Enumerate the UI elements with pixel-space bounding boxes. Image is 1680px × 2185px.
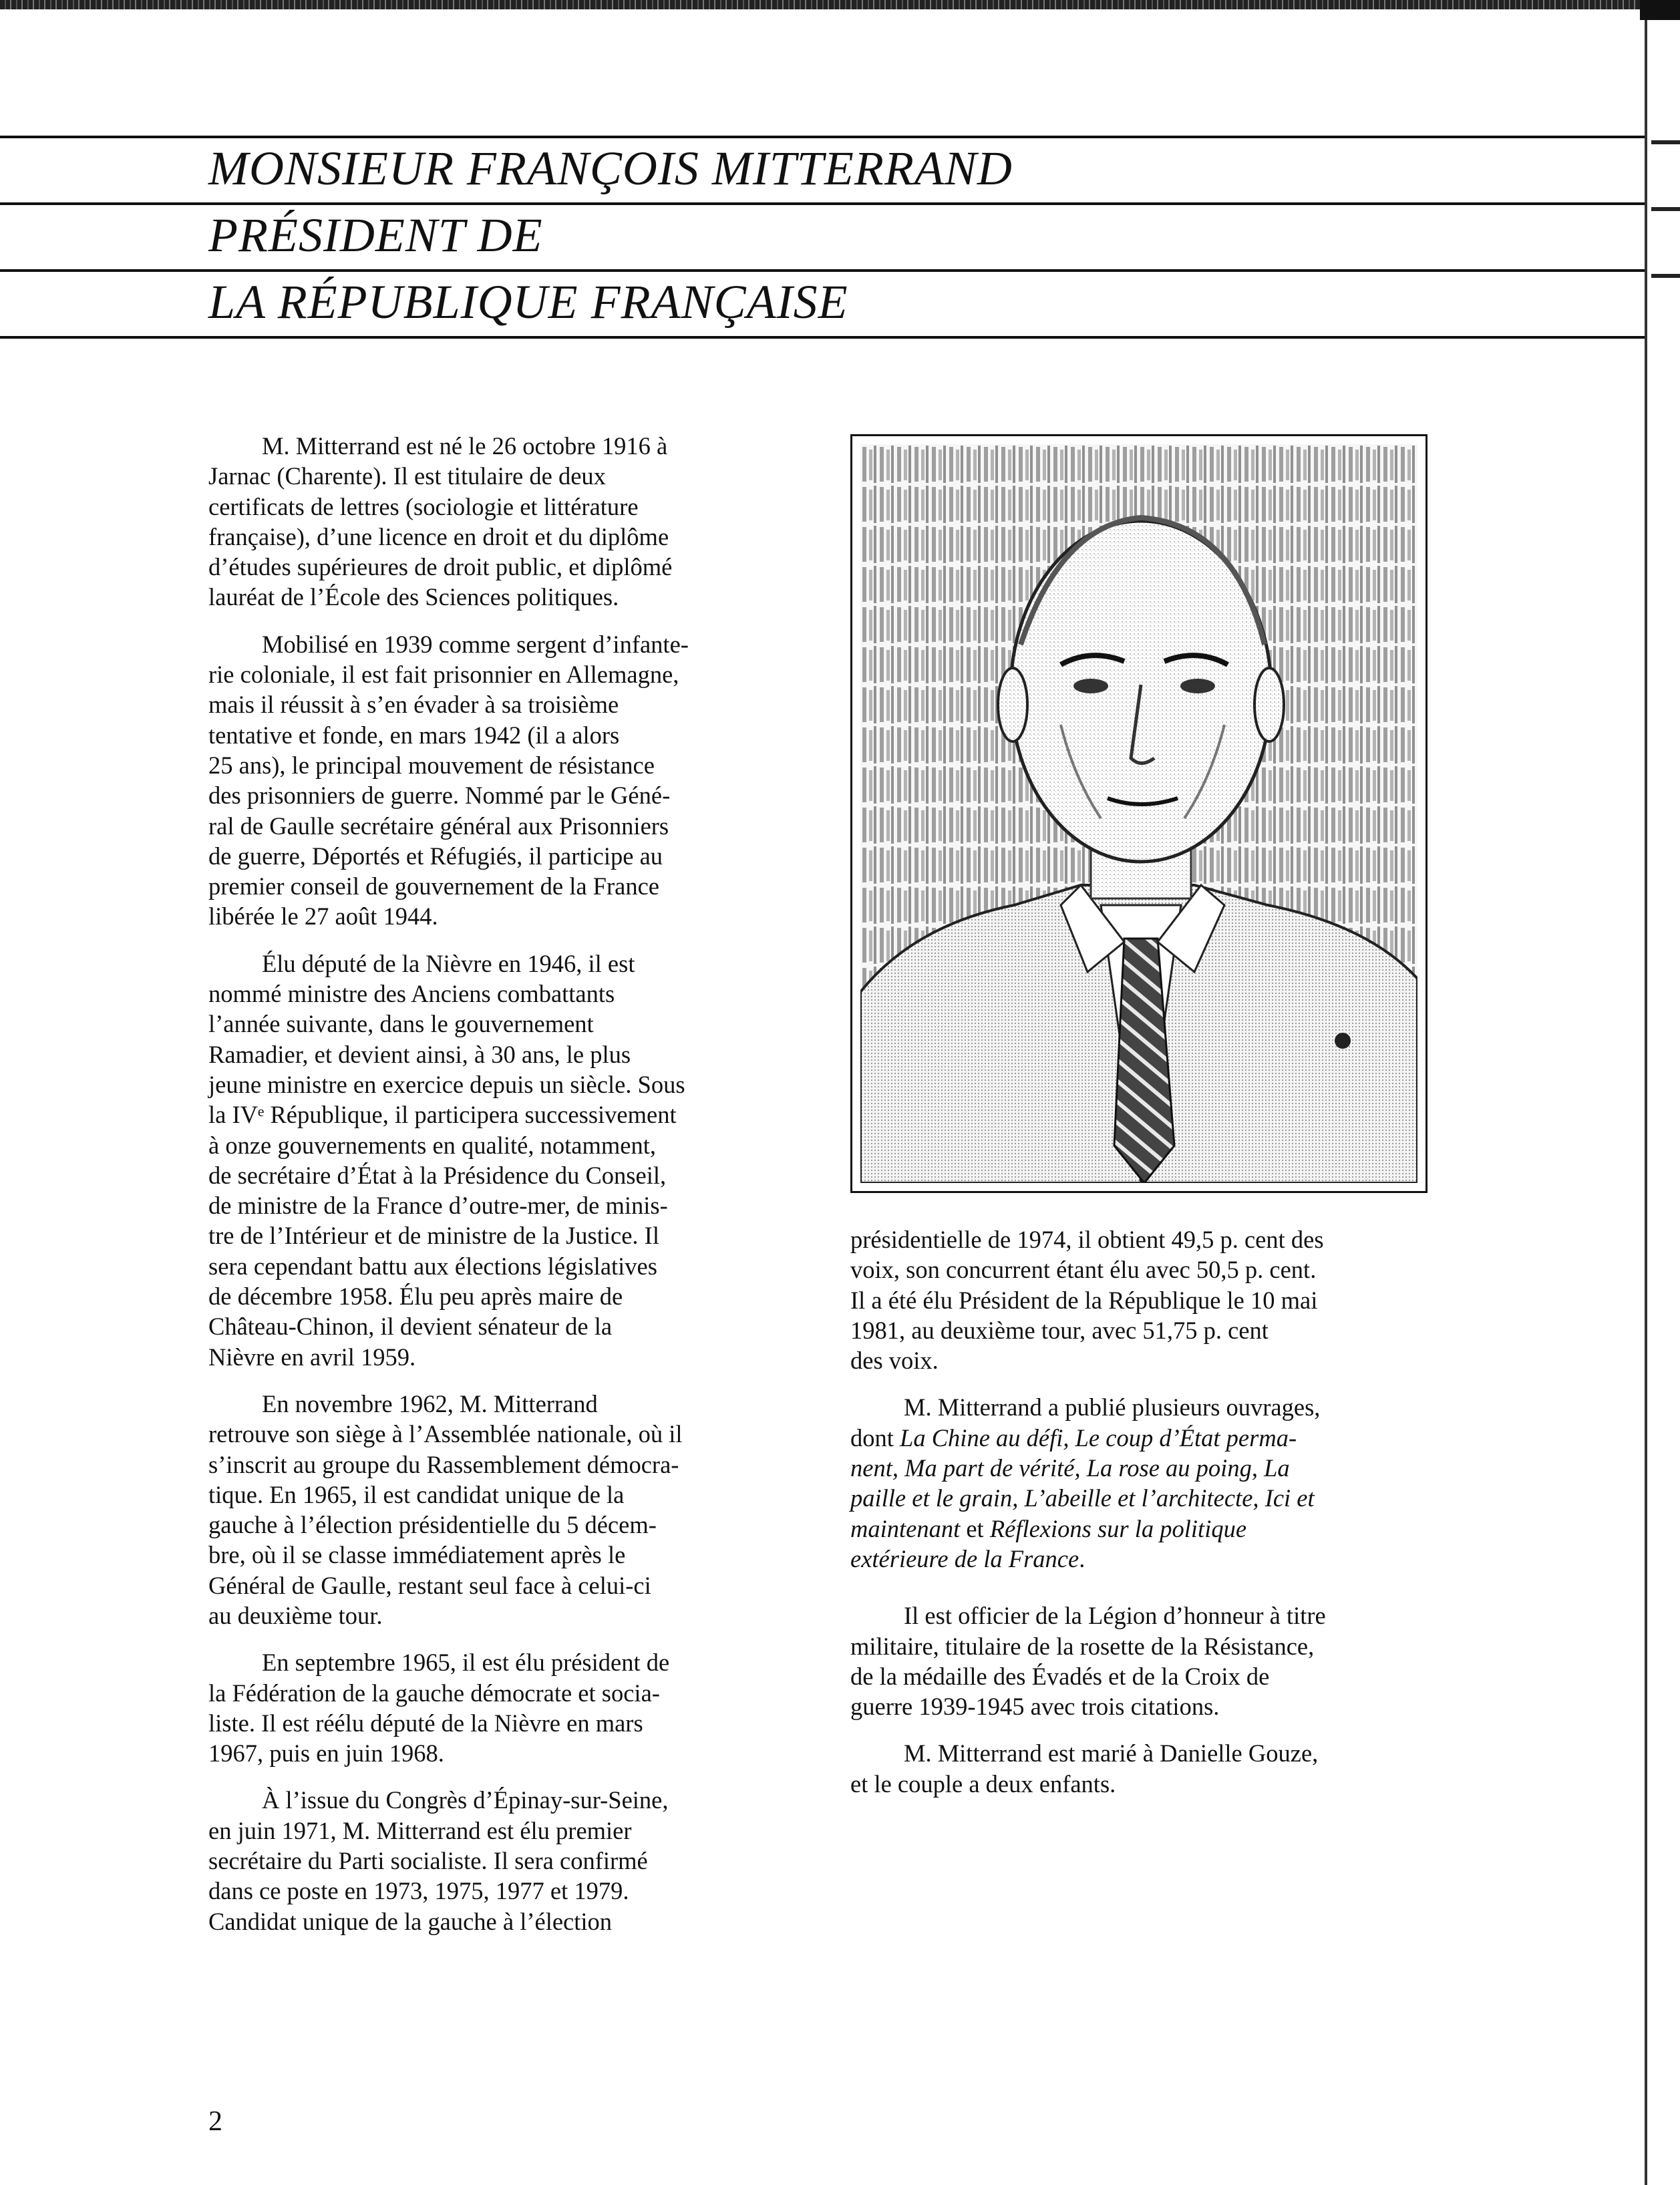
- portrait-image: [860, 444, 1417, 1183]
- paragraph-assembly: En novembre 1962, M. Mitterrand retrouve son siège à l’Assemblée nationale, où il s’inscrit au groupe du Rassemblement démocra- tique. En 1965, il est candidat unique de la gauche à l’élection présidentielle du 5 décem- bre, où il se classe immédiatement après le Général de Gaulle, restant seul face à celui-ci au deuxième tour.: [208, 1389, 683, 1629]
- book-title-last: Réflexions sur la politique extérieure de la France: [850, 1514, 1247, 1572]
- edge-tick: [1651, 274, 1680, 278]
- page-right-edge: [1645, 20, 1647, 2185]
- portrait-photo: [850, 434, 1427, 1193]
- title-rule: [0, 269, 1645, 272]
- paragraph-family: M. Mitterrand est marié à Danielle Gouze, et le couple a deux enfants.: [850, 1739, 1319, 1798]
- edge-tick: [1651, 140, 1680, 144]
- paragraph-birth: M. Mitterrand est né le 26 octobre 1916 à Jarnac (Charente). Il est titulaire de deux certificats de lettres (sociologie et littérature française), d’une licence en droit et du diplôme d’études supérieures de droit public, et diplômé lauréat de l’École des Sciences politiques.: [208, 432, 673, 611]
- title-rule: [0, 202, 1645, 205]
- edge-tick: [1651, 207, 1680, 211]
- title-line-3: LA RÉPUBLIQUE FRANÇAISE: [208, 275, 848, 329]
- paragraph-deputy: Élu député de la Nièvre en 1946, il est nommé ministre des Anciens combattants l’année suivante, dans le gouvernement Ramadier, et devient ainsi, à 30 ans, le plus jeune ministre en exercice depuis un siècle. Sous la IVᵉ République, il participera successivement à onze gouvernements en qualité, notamment, de secrétaire d’État à la Présidence du Conseil, de ministre de la France d’outre-mer, de minis- tre de l’Intérieur et de ministre de la Justice. Il sera cependant battu aux élections législatives de décembre 1958. Élu peu après maire de Château-Chinon, il devient sénateur de la Nièvre en avril 1959.: [208, 949, 685, 1371]
- paragraph-federation: En septembre 1965, il est élu président de la Fédération de la gauche démocrate et socia- liste. Il est réélu député de la Nièvre en mars 1967, puis en juin 1968.: [208, 1649, 670, 1768]
- paragraph-works: [850, 1392, 1452, 1574]
- book-titles: La Chine au défi, Le coup d’État perma- nent, Ma part de vérité, La rose au poing, La paille et le grain, L’abeille et l’architecte, Ici et maintenant: [850, 1423, 1315, 1542]
- works-conjunction: et: [960, 1514, 990, 1542]
- paragraph-election: présidentielle de 1974, il obtient 49,5 p. cent des voix, son concurrent étant élu avec 50,5 p. cent. Il a été élu Président de la République le 10 mai 1981, au deuxième tour, avec 51,75 p. cent des voix.: [850, 1226, 1324, 1375]
- title-line-2: PRÉSIDENT DE: [208, 208, 543, 262]
- right-column: [850, 1224, 1452, 1816]
- page-top-border: [0, 0, 1680, 9]
- works-period: .: [1079, 1544, 1085, 1572]
- page-corner-mark: [1640, 0, 1680, 20]
- title-line-1: MONSIEUR FRANÇOIS MITTERRAND: [208, 142, 1013, 195]
- title-rule: [0, 336, 1645, 339]
- paragraph-honours: Il est officier de la Légion d’honneur à titre militaire, titulaire de la rosette de la Résistance, de la médaille des Évadés et de la Croix de guerre 1939-1945 avec trois citations.: [850, 1602, 1326, 1721]
- works-intro: M. Mitterrand a publié plusieurs ouvrages, dont: [850, 1393, 1321, 1452]
- paragraph-socialist-party: À l’issue du Congrès d’Épinay-sur-Seine, en juin 1971, M. Mitterrand est élu premier secrétaire du Parti socialiste. Il sera confirmé dans ce poste en 1973, 1975, 1977 et 1979. Candidat unique de la gauche à l’élection: [208, 1786, 669, 1935]
- left-column: [208, 431, 796, 1953]
- title-rule: [0, 136, 1645, 138]
- page-number: 2: [208, 2106, 222, 2137]
- paragraph-war: Mobilisé en 1939 comme sergent d’infante- rie coloniale, il est fait prisonnier en Allemagne, mais il réussit à s’en évader à sa troisième tentative et fonde, en mars 1942 (il a alors 25 ans), le principal mouvement de résistance des prisonniers de guerre. Nommé par le Géné- ral de Gaulle secrétaire général aux Prisonniers de guerre, Déportés et Réfugiés, il participe au premier conseil de gouvernement de la France libérée le 27 août 1944.: [208, 630, 689, 931]
